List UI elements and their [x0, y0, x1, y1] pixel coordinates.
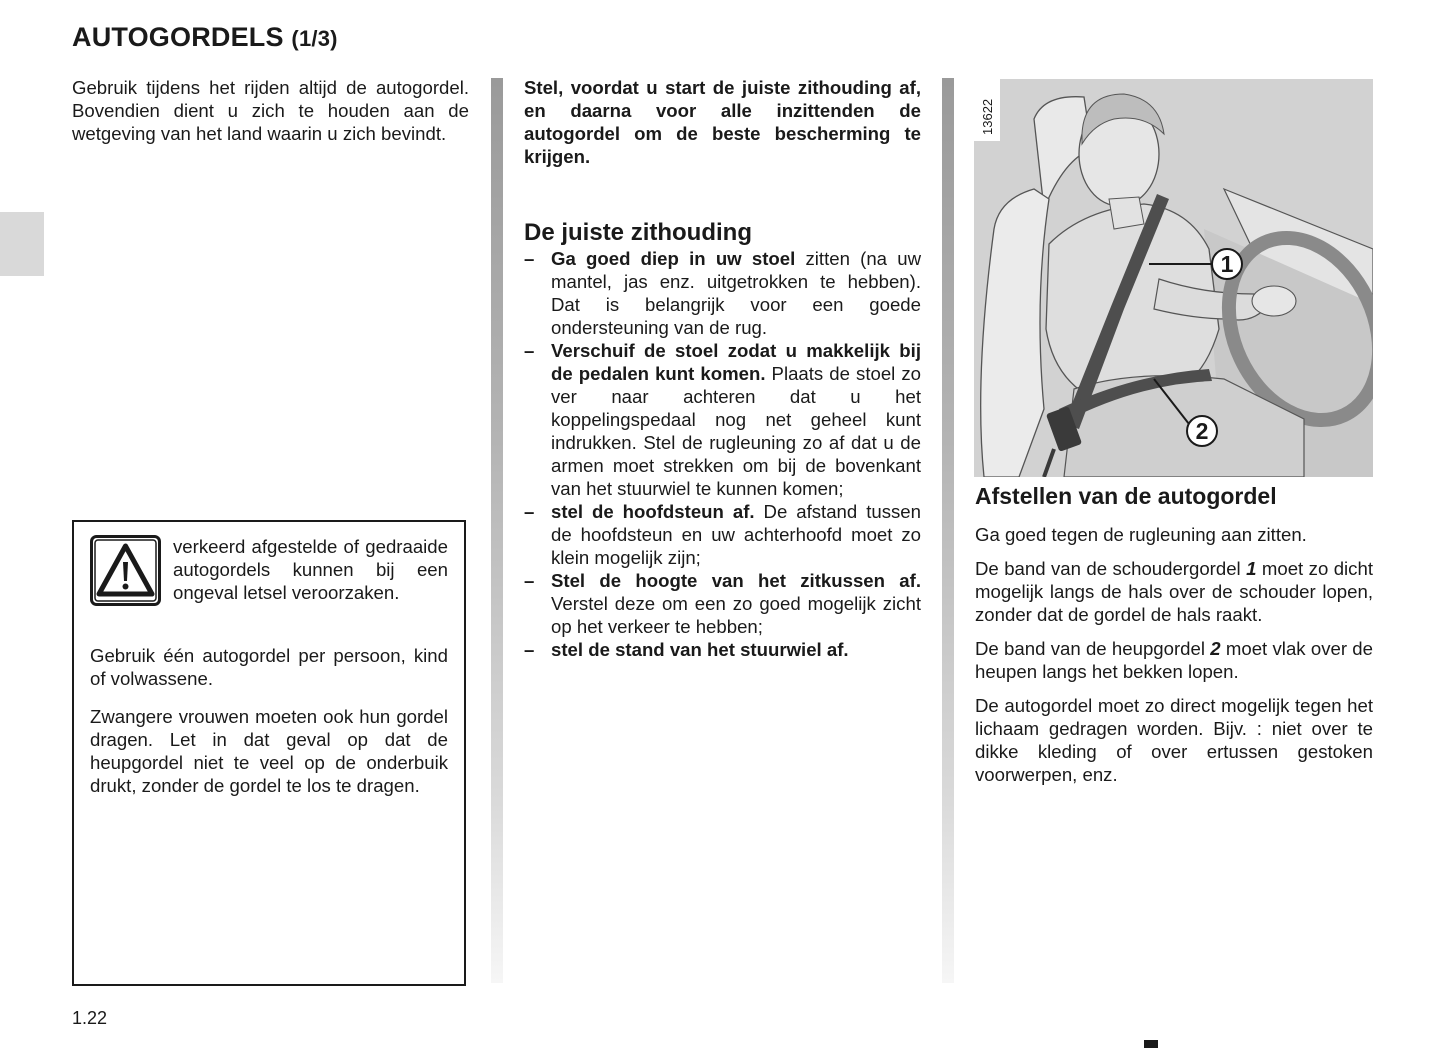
list-item-text: zitten (na uw mantel, jas enz. uitgetrokken te hebben). Dat is belangrijk voor een goede ondersteuning van de rug. [551, 248, 921, 338]
page-marker [1144, 1040, 1158, 1048]
right-paragraph-1: Ga goed tegen de rugleuning aan zitten. [975, 524, 1307, 545]
text-part: De band van de schoudergordel [975, 558, 1247, 579]
list-item-bold: stel de stand van het stuurwiel af. [551, 639, 849, 660]
callout-1: 1 [1220, 251, 1234, 277]
intro-paragraph: Gebruik tijdens het rijden altijd de autogordel. Bovendien dient u zich te houden aan de wetgeving van het land waarin u zich bevindt. [72, 77, 469, 144]
list-item-text: Plaats de stoel zo ver naar achteren dat u het koppelingspedaal nog net geheel kunt indrukken. Stel de rugleuning zo af dat u de armen moet strekken om bij de bovenkant van het stuurwiel te kunnen komen; [551, 363, 921, 499]
text-part: De band van de heupgordel [975, 638, 1211, 659]
list-dash: – [524, 639, 535, 660]
inline-number-2: 2 [1210, 638, 1221, 659]
warning-paragraph-2: Zwangere vrouwen moeten ook hun gordel dragen. Let in dat geval op dat de heupgordel niet te veel op de onderbuik drukt, zonder de gordel te los te dragen. [90, 706, 448, 796]
inline-number-1: 1 [1246, 558, 1257, 579]
list-item-bold: Ga goed diep in uw stoel [551, 248, 796, 269]
seatbelt-illustration [974, 79, 1373, 477]
list-item [524, 500, 921, 569]
list-dash: – [524, 248, 535, 269]
middle-intro-paragraph: Stel, voordat u start de juiste zithouding af, en daarna voor alle inzittenden de autogordel om de beste bescherming te krijgen. [524, 77, 921, 167]
page-title-text: AUTOGORDELS [72, 22, 284, 52]
section-heading-zithouding: De juiste zithouding [524, 219, 752, 246]
page-number: 1.22 [72, 1008, 108, 1028]
list-item-bold: Stel de hoogte van het zitkussen af. [551, 570, 921, 591]
list-item [524, 247, 921, 339]
warning-paragraph-1: Gebruik één autogordel per persoon, kind of volwassene. [90, 645, 448, 689]
text-part: moet vlak over de heupen langs het bekken lopen. [975, 638, 1373, 682]
right-paragraph-4: De autogordel moet zo direct mogelijk tegen het lichaam gedragen worden. Bijv. : niet over te dikke kleding of over ertussen gestoken voorwerpen, enz. [975, 695, 1373, 785]
warning-header [90, 535, 448, 629]
warning-lead-text: verkeerd afgestelde of gedraaide autogordels kunnen bij een ongeval letsel veroorzaken. [173, 536, 448, 603]
text-part: moet zo dicht mogelijk langs de hals over de schouder lopen, zonder dat de gordel de hals raakt. [975, 558, 1373, 625]
page-title-part: (1/3) [291, 26, 338, 51]
figure-number: 13622 [980, 98, 995, 135]
list-item-bold: stel de hoofdsteun af. [551, 501, 755, 522]
right-paragraph-2 [975, 557, 1373, 626]
list-dash: – [524, 570, 535, 591]
column-divider-left [491, 78, 503, 983]
seatbelt-drawing [974, 79, 1373, 477]
list-item-text: Verstel deze om een zo goed mogelijk zicht op het verkeer te hebben; [551, 593, 921, 637]
right-paragraph-3 [975, 637, 1373, 683]
list-item [524, 569, 921, 638]
column-divider-right [942, 78, 954, 983]
list-item-bold: Verschuif de stoel zodat u makkelijk bij de pedalen kunt komen. [551, 340, 921, 384]
column-middle [524, 76, 921, 661]
section-tab [0, 212, 44, 276]
seating-list [524, 247, 921, 661]
list-item [524, 638, 921, 661]
list-item-text: De afstand tussen de hoofdsteun en uw achterhoofd moet zo klein mogelijk zijn; [551, 501, 921, 568]
warning-box [72, 520, 466, 986]
section-heading-afstellen: Afstellen van de autogordel [975, 483, 1277, 509]
page-title [72, 22, 338, 53]
list-item [524, 339, 921, 500]
list-dash: – [524, 501, 535, 522]
column-left [72, 76, 469, 145]
list-dash: – [524, 340, 535, 361]
callout-2: 2 [1195, 418, 1209, 444]
column-right [975, 482, 1373, 797]
warning-triangle-icon [90, 535, 161, 606]
